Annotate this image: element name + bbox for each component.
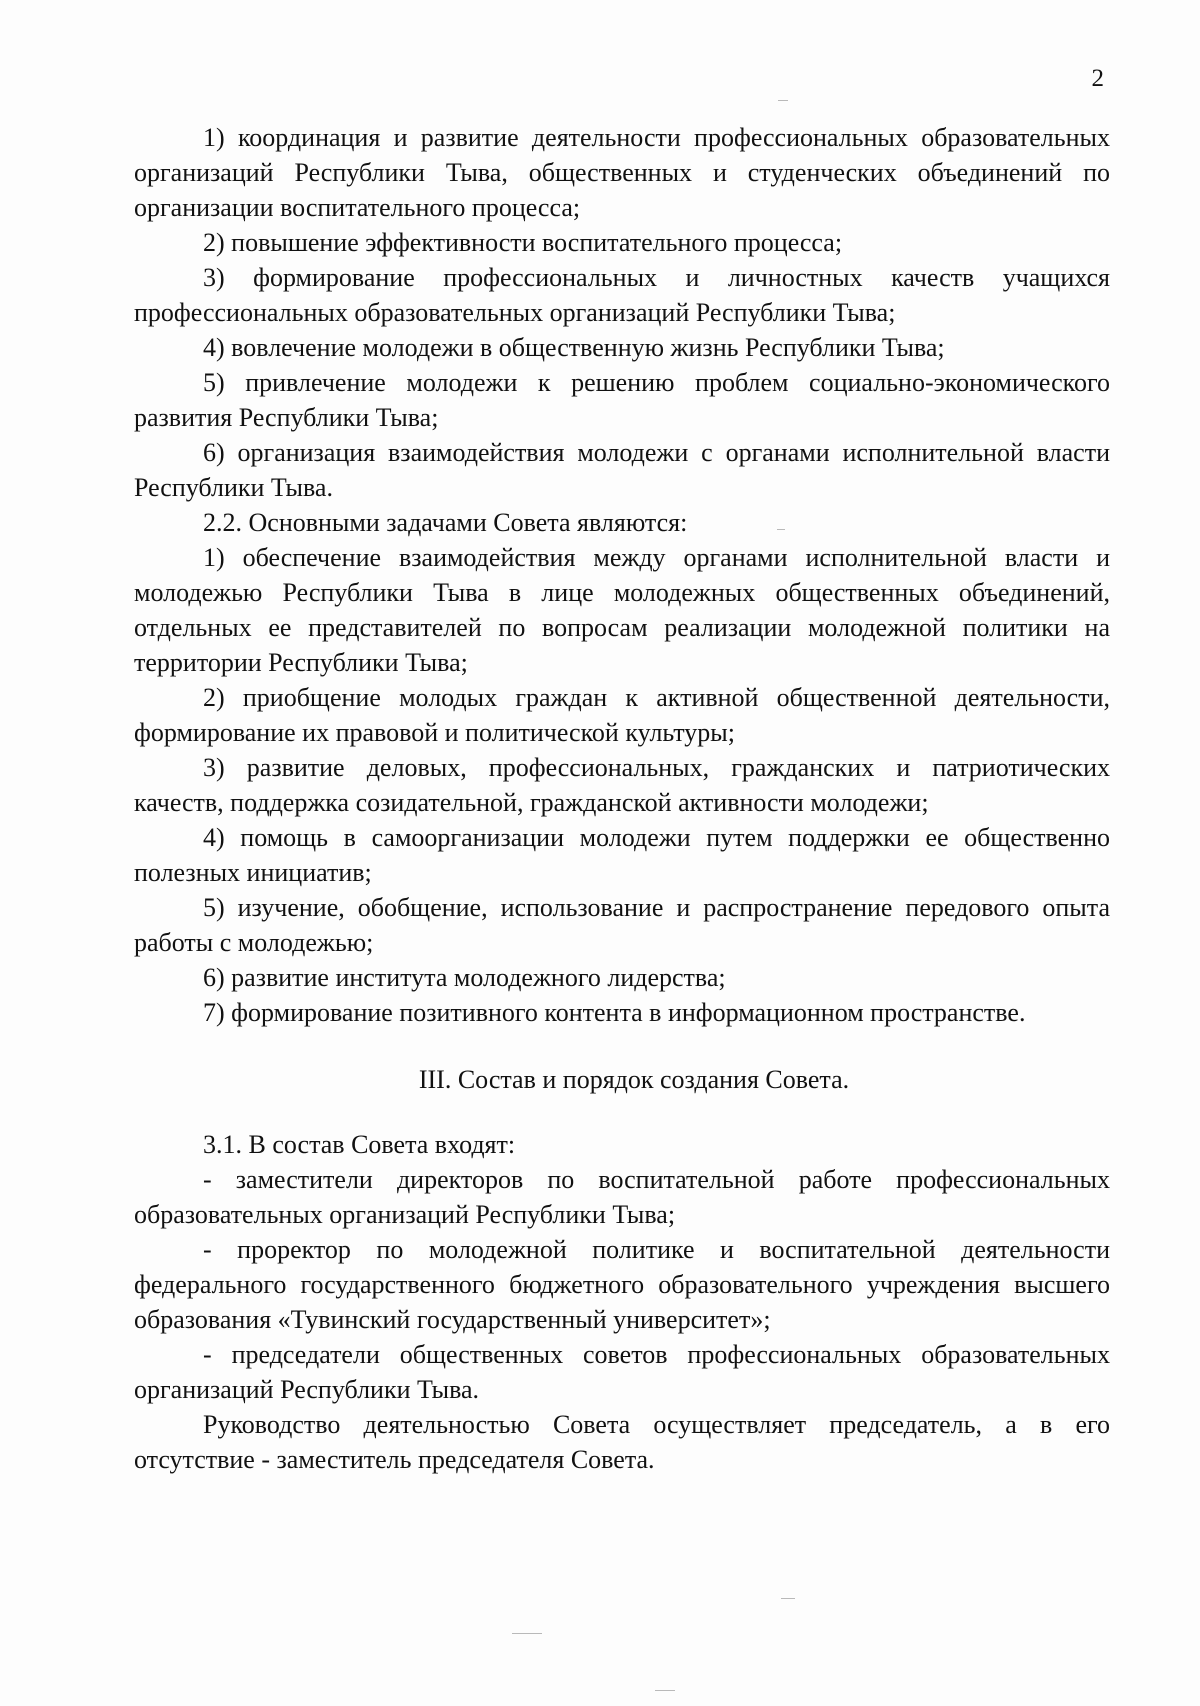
task-item-2: 2) приобщение молодых граждан к активной общественной деятельности, формирование их правовой и политической культуры; bbox=[134, 683, 1110, 747]
composition-heading: 3.1. В состав Совета входят: bbox=[203, 1130, 516, 1159]
scan-speck bbox=[777, 529, 785, 530]
leadership-paragraph: Руководство деятельностью Совета осуществляет председатель, а в его отсутствие - заместитель председателя Совета. bbox=[134, 1410, 1110, 1474]
section-3-title: III. Состав и порядок создания Совета. bbox=[418, 1065, 850, 1094]
goal-item-5: 5) привлечение молодежи к решению проблем социально-экономического развития Республики Тыва; bbox=[134, 368, 1110, 432]
task-item-3: 3) развитие деловых, профессиональных, гражданских и патриотических качеств, поддержка созидательной, гражданской активности молодежи; bbox=[134, 753, 1110, 817]
goal-item-6: 6) организация взаимодействия молодежи с органами исполнительной власти Республики Тыва. bbox=[134, 438, 1110, 502]
composition-item-3: - председатели общественных советов профессиональных образовательных организаций Республики Тыва. bbox=[134, 1340, 1110, 1404]
scan-speck bbox=[781, 1598, 795, 1599]
composition-item-1: - заместители директоров по воспитательной работе профессиональных образовательных организаций Республики Тыва; bbox=[134, 1165, 1110, 1229]
task-item-4: 4) помощь в самоорганизации молодежи путем поддержки ее общественно полезных инициатив; bbox=[134, 823, 1110, 887]
tasks-heading: 2.2. Основными задачами Совета являются: bbox=[203, 508, 688, 537]
scan-speck bbox=[655, 1690, 675, 1691]
goal-item-1: 1) координация и развитие деятельности профессиональных образовательных организаций Республики Тыва, общественных и студенческих объединений по организации воспитательного процесса; bbox=[134, 123, 1110, 222]
page-number: 2 bbox=[1091, 65, 1104, 92]
goal-item-2: 2) повышение эффективности воспитательного процесса; bbox=[203, 228, 843, 257]
task-item-7: 7) формирование позитивного контента в информационном пространстве. bbox=[203, 998, 1026, 1027]
goal-item-4: 4) вовлечение молодежи в общественную жизнь Республики Тыва; bbox=[203, 333, 945, 362]
task-item-1: 1) обеспечение взаимодействия между органами исполнительной власти и молодежью Республики Тыва в лице молодежных общественных объединений, отдельных ее представителей по вопросам реализации молодежной политики на территории Республики Тыва; bbox=[134, 543, 1110, 677]
scan-speck bbox=[778, 100, 788, 101]
goal-item-3: 3) формирование профессиональных и личностных качеств учащихся профессиональных образовательных организаций Республики Тыва; bbox=[134, 263, 1110, 327]
task-item-5: 5) изучение, обобщение, использование и распространение передового опыта работы с молодежью; bbox=[134, 893, 1110, 957]
composition-item-2: - проректор по молодежной политике и воспитательной деятельности федерального государственного бюджетного образовательного учреждения высшего образования «Тувинский государственный университет»; bbox=[134, 1235, 1110, 1334]
document-body bbox=[134, 120, 1110, 1477]
scan-speck bbox=[512, 1633, 542, 1634]
task-item-6: 6) развитие института молодежного лидерства; bbox=[203, 963, 726, 992]
